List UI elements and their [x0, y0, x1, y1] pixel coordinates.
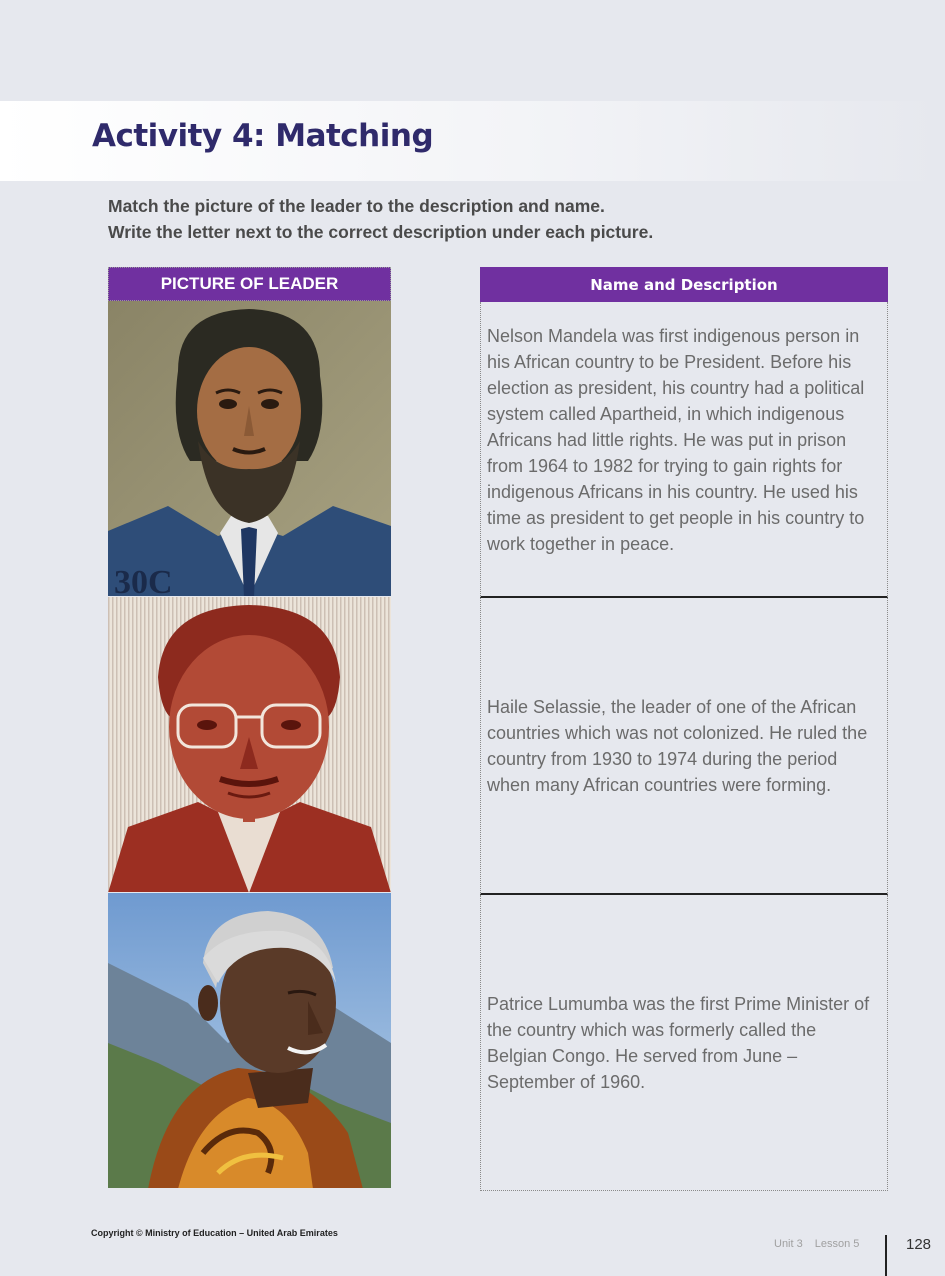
instruction-line-1: Match the picture of the leader to the description and name. — [108, 196, 605, 216]
description-cell-3 — [480, 895, 888, 1191]
photo-elderly-man-mountains-icon — [108, 893, 391, 1189]
stamp-portrait-bearded-man-icon — [108, 301, 391, 597]
lesson-label: Lesson 5 — [814, 1238, 860, 1250]
description-text-mandela: Nelson Mandela was first indigenous person in his African country to be President. Before his election as president, his country had a political system called Apartheid, in which indigenous Africans had little rights. He was put in prison from 1964 to 1982 for trying to gain rights for indigenous Africans in his country. He used his time as president to get people in his country to work together in peace. — [487, 326, 865, 554]
description-cell-2 — [480, 598, 888, 895]
stamp-value: 30C — [114, 564, 173, 597]
unit-lesson-label — [774, 1238, 859, 1250]
description-text-selassie: Haile Selassie, the leader of one of the African countries which was not colonized. He ruled the country from 1930 to 1974 during the period when many African countries were forming. — [487, 696, 868, 795]
description-column-header: Name and Description — [480, 267, 888, 302]
page-number: 128 — [906, 1236, 932, 1253]
instructions — [108, 193, 653, 245]
picture-column — [108, 267, 391, 1189]
description-cell-1 — [480, 302, 888, 598]
page-title: Activity 4: Matching — [92, 118, 434, 154]
description-column — [480, 267, 888, 1191]
picture-column-header: PICTURE OF LEADER — [108, 267, 391, 301]
footer-divider — [885, 1235, 887, 1276]
copyright-notice: Copyright © Ministry of Education – United Arab Emirates — [91, 1228, 338, 1238]
instruction-line-2: Write the letter next to the correct description under each picture. — [108, 222, 654, 242]
description-text-lumumba: Patrice Lumumba was the first Prime Minister of the country which was formerly called the Belgian Congo. He served from June – September of 1960. — [487, 993, 870, 1092]
banknote-engraving-man-with-glasses-icon — [108, 597, 391, 893]
unit-label: Unit 3 — [774, 1238, 803, 1250]
